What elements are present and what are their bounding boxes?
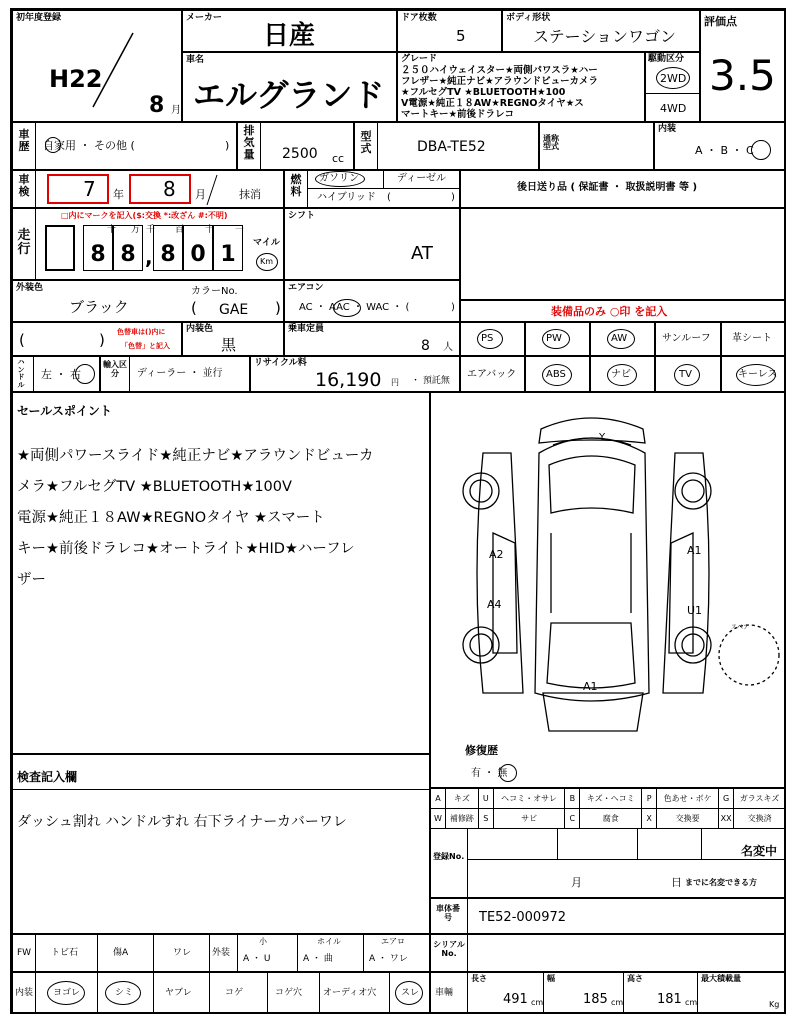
shift-label: シフト [288,211,316,221]
displacement-value: 2500 [282,146,318,162]
legend-code: P [642,789,657,809]
legend-code: S [478,809,493,829]
legend-code: G [719,789,734,809]
bottom-koge: コゲ [225,988,244,998]
recycle-label: リサイクル料 [254,358,307,368]
sales-title: セールスポイント [17,404,112,418]
equip-navi-label: ナビ [611,369,631,380]
color-no-open: ( [191,299,197,317]
reg-no-label: 登録No. [433,852,465,861]
legend-code: A [431,789,446,809]
damage-mark-a1-right: A1 [687,544,702,557]
color-change-note-1: 色替車は()内に [117,328,166,336]
equip-keyless [721,356,786,392]
car-name-cell [182,52,397,122]
bottom-ext-sub: A ・ U [243,954,271,964]
vin-label: 車体番号 [436,904,460,922]
aircon-options: AC ・ AAC ・ WAC ・ ( [299,302,410,313]
bottom-aero: エアロ [381,937,405,946]
inspection-title: 検査記入欄 [17,770,78,784]
import-cell [100,356,250,392]
color-change-cell [12,322,182,356]
fuel-diesel: ディーゼル [397,173,446,184]
kg-unit: Kg [769,1000,780,1009]
bottom-wheel: ホイル [317,937,341,946]
height-unit: cm [685,998,698,1007]
bottom-wheel-sub: A ・ 曲 [303,954,333,964]
equip-leather [721,322,786,356]
car-name-value: エルグランド [193,76,385,114]
history-paren-close: ) [225,139,230,152]
drive-label: 駆動区分 [648,54,685,64]
shift-value: AT [411,243,433,264]
history-label: 車歴 [18,128,30,154]
sales-line-5: ザー [17,572,46,588]
digit-label-5: 十 [205,225,215,235]
bottom-interior: 内装 [15,988,34,998]
first-reg-label: 初年度登録 [16,13,62,23]
capacity-unit: 人 [443,342,453,353]
ext-color-value: ブラック [69,298,129,316]
damage-mark-a2: A2 [489,548,504,561]
gasoline-circle [315,171,365,187]
reg-deadline-note: までに名変できる方 [685,878,757,887]
color-no-close: ) [275,299,281,317]
legend-desc: キズ・ヘコミ [580,789,642,809]
equip-sunroof-label: サンルーフ [662,333,711,344]
interior-label: 内装 [658,124,677,134]
handle-cell [12,356,100,392]
damage-legend [430,788,786,829]
legend-code: U [478,789,493,809]
height-value: 181 [657,992,682,1007]
legend-code: XX [719,809,734,829]
int-color-value: 黒 [221,336,237,354]
size-label: 車輛 [435,988,454,998]
fuel-other: ( [387,192,391,203]
repair-value: 有 ・ 無 [471,768,508,779]
grade-line-5: マートキー★前後ドラレコ [401,109,515,120]
legend-desc: 交換要 [657,809,719,829]
grade-line-1: ２５０ハイウェイスター★両側パワスラ★ハー [401,65,598,76]
score-label: 評価点 [704,15,737,28]
equip-aw [590,322,655,356]
damage-mark-u1: U1 [687,604,703,617]
fuel-label: 燃料 [290,173,302,199]
delete-label: 抹消 [239,188,261,201]
month-unit: 月 [171,105,181,116]
equip-abs-label: ABS [546,369,566,380]
first-reg-year: H22 [49,65,103,93]
docs-body-cell [460,208,786,300]
repair-label: 修復歴 [465,744,498,757]
displacement-cell [237,122,354,170]
reg-month-unit: 月 [571,876,582,889]
first-registration-cell [12,10,182,122]
digit-comma: , [145,245,153,269]
model-cell [354,122,539,170]
deposit-label: ・ 預託無 [411,376,450,386]
mileage-note: □内にマークを記入($:交換 *:改ざん #:不明) [61,211,228,220]
digit-label-1: 十 [107,225,117,235]
color-change-note-2: 「色替」と記入 [121,342,170,350]
history-cell [12,122,237,170]
int-color-label: 内装色 [186,324,214,334]
color-no-label: カラーNo. [191,286,238,297]
bottom-row-2 [12,972,430,1014]
aircon-cell [284,280,460,322]
score-cell [700,10,786,122]
fuel-hybrid: ハイブリッド [317,192,376,203]
bottom-fw: FW [17,948,32,958]
equip-airbag-label: エアバック [467,369,517,380]
grade-line-4: V電源★純正１８AW★REGNOタイヤ★ス [401,98,584,109]
vin-cell [430,898,786,934]
sales-line-2: メラ★フルセグTV ★BLUETOOTH★100V [17,479,292,495]
bottom-small: 小 [259,937,267,946]
car-diagram [431,393,785,787]
legend-desc: ガラスキズ [734,789,786,809]
damage-mark-a1-rear: A1 [583,680,598,693]
digit-3: 8 [160,242,176,267]
drive-2wd: 2WD [660,72,687,85]
registration-cell [430,828,786,898]
yen-unit: 円 [391,378,399,387]
doors-label: ドア枚数 [401,13,437,23]
bottom-tobiishi: トビ石 [51,948,79,958]
serial-cell [430,934,786,972]
width-label: 幅 [547,974,555,983]
bottom-row-1 [12,934,430,972]
equip-pw-label: PW [546,333,562,344]
recycle-value: 16,190 [315,369,382,391]
equip-navi [590,356,655,392]
bottom-audio-hole: オーディオ穴 [323,988,377,998]
shaken-cell [12,170,284,208]
vin-value: TE52-000972 [479,910,567,925]
interior-c-circle [751,140,771,160]
aircon-label: エアコン [288,283,324,293]
km-label: Km [260,257,274,266]
equip-sunroof [655,322,721,356]
car-diagram-cell [430,392,786,788]
color-no-value: GAE [219,302,249,318]
digit-2: 8 [120,242,136,267]
recycle-cell [250,356,460,392]
interior-cell [654,122,786,170]
equip-tv-label: TV [679,369,692,380]
docs-label: 後日送り品 ( 保証書 ・ 取扱説明書 等 ) [517,182,698,193]
displacement-label: 排気量 [243,124,255,162]
damage-mark-a4: A4 [487,598,502,611]
name-change-label: 名変中 [741,844,778,858]
bottom-kizu-a: 傷A [113,948,129,958]
digit-label-4: 百 [175,225,185,235]
equip-leather-label: 革シート [732,333,772,344]
common-model-cell [539,122,654,170]
equip-abs [525,356,590,392]
doors-value: 5 [456,27,466,45]
shaken-month-unit: 月 [195,188,206,201]
bottom-sure: スレ [401,988,420,998]
equip-keyless-label: キーレス [738,369,778,380]
maker-cell [182,10,397,52]
handle-label: ハンドル [17,358,25,390]
aircon-close: ) [451,302,455,313]
width-value: 185 [583,992,608,1007]
model-value: DBA-TE52 [417,139,486,155]
mileage-cell [12,208,284,280]
sales-point-cell [12,392,430,754]
grade-cell [397,52,645,122]
mileage-label: 走行 [17,228,31,258]
bottom-ware: ワレ [173,948,192,958]
equip-ps [460,322,525,356]
sales-line-4: キー★前後ドラレコ★オートライト★HID★ハーフレ [17,541,355,557]
equip-ps-label: PS [481,333,494,344]
bottom-aero-sub: A ・ ワレ [369,954,408,964]
doors-cell [397,10,502,52]
legend-code: W [431,809,446,829]
equip-tv [655,356,721,392]
shaken-year: 7 [83,177,96,201]
mileage-prefix-box [45,225,75,271]
model-label: 型式 [360,130,372,156]
shaken-label: 車検 [18,173,30,199]
first-reg-month: 8 [149,93,165,118]
max-load-label: 最大積載量 [701,974,741,983]
capacity-cell [284,322,460,356]
spare-label: スペア [731,624,750,631]
damage-mark-y: Y [599,432,606,443]
bottom-yabure: ヤブレ [165,988,192,998]
serial-label: シリアルNo. [433,940,465,958]
legend-desc: ヘコミ・オサレ [493,789,565,809]
drive-4wd: 4WD [660,102,687,115]
grade-line-3: ★フルセグTV ★BLUETOOTH★100 [401,87,566,98]
fuel-other-close: ) [451,192,455,203]
common-model-label: 通称型式 [543,134,559,151]
digit-label-6: 一 [235,225,245,235]
equip-aw-label: AW [611,333,628,344]
body-label: ボディ形状 [506,13,551,23]
color-change-open: ( [19,331,25,349]
inspection-cell [12,754,430,934]
import-value: ディーラー ・ 並行 [137,368,223,379]
mile-label: マイル [253,238,280,248]
legend-desc: 交換済 [734,809,786,829]
size-cell [430,972,786,1014]
year-unit: 年 [113,188,124,201]
equip-pw [525,322,590,356]
digit-label-3: 千 [146,225,156,235]
body-cell [502,10,700,52]
legend-code: C [565,809,580,829]
shaken-month: 8 [163,177,176,201]
digit-1: 8 [90,242,106,267]
maker-label: メーカー [186,13,222,23]
digit-label-2: 万 [131,225,141,235]
color-change-close: ) [99,331,105,349]
ext-color-label: 外装色 [16,283,44,293]
equip-airbag [460,356,525,392]
cc-unit: cc [332,152,345,165]
history-value: 自家用 ・ その他 ( [43,139,135,152]
height-label: 高さ [627,974,643,983]
legend-code: B [565,789,580,809]
digit-4: 0 [190,242,206,267]
bottom-exterior: 外装 [212,948,231,958]
fuel-cell [284,170,460,208]
legend-desc: 補修跡 [446,809,479,829]
equip-note: 装備品のみ ○印 を記入 [551,305,668,318]
bottom-shimi: シミ [115,988,134,998]
legend-desc: 腐食 [580,809,642,829]
legend-code: X [642,809,657,829]
import-label: 輸入区分 [103,360,127,378]
equip-note-cell [460,300,786,322]
handle-value: 左 ・ 右 [41,368,81,381]
docs-header-cell [460,170,786,208]
aac-circle [333,299,361,317]
body-value: ステーションワゴン [533,27,677,46]
width-unit: cm [611,998,624,1007]
auction-sheet [10,8,786,1014]
bottom-kogeana: コゲ穴 [275,988,303,998]
reg-day-unit: 日 [671,876,682,889]
sales-line-3: 電源★純正１８AW★REGNOタイヤ ★スマート [17,510,325,526]
legend-desc: 色あせ・ボケ [657,789,719,809]
digit-5: 1 [220,242,236,267]
length-value: 491 [503,992,528,1007]
bottom-yogore: ヨゴレ [53,988,81,998]
car-name-label: 車名 [186,55,205,65]
int-color-cell [182,322,284,356]
capacity-value: 8 [421,338,430,354]
length-label: 長さ [471,974,487,983]
right-circle [75,364,95,384]
maker-value: 日産 [263,21,316,51]
grade-line-2: フレザー★純正ナビ★アラウンドビューカメラ [401,76,598,87]
shift-cell [284,208,460,280]
legend-desc: キズ [446,789,479,809]
length-unit: cm [531,998,544,1007]
ext-color-cell [12,280,284,322]
legend-desc: サビ [493,809,565,829]
repair-none-circle [499,764,517,782]
score-value: 3.5 [709,51,776,100]
interior-grades: A ・ B ・ C [695,144,754,157]
fuel-gasoline: ガソリン [319,173,359,184]
sales-line-1: ★両側パワースライド★純正ナビ★アラウンドビューカ [17,448,374,464]
drive-cell [645,52,700,122]
grade-label: グレード [401,54,438,64]
inspection-text: ダッシュ割れ ハンドルすれ 右下ライナーカバーワレ [17,814,347,830]
capacity-label: 乗車定員 [288,324,325,334]
